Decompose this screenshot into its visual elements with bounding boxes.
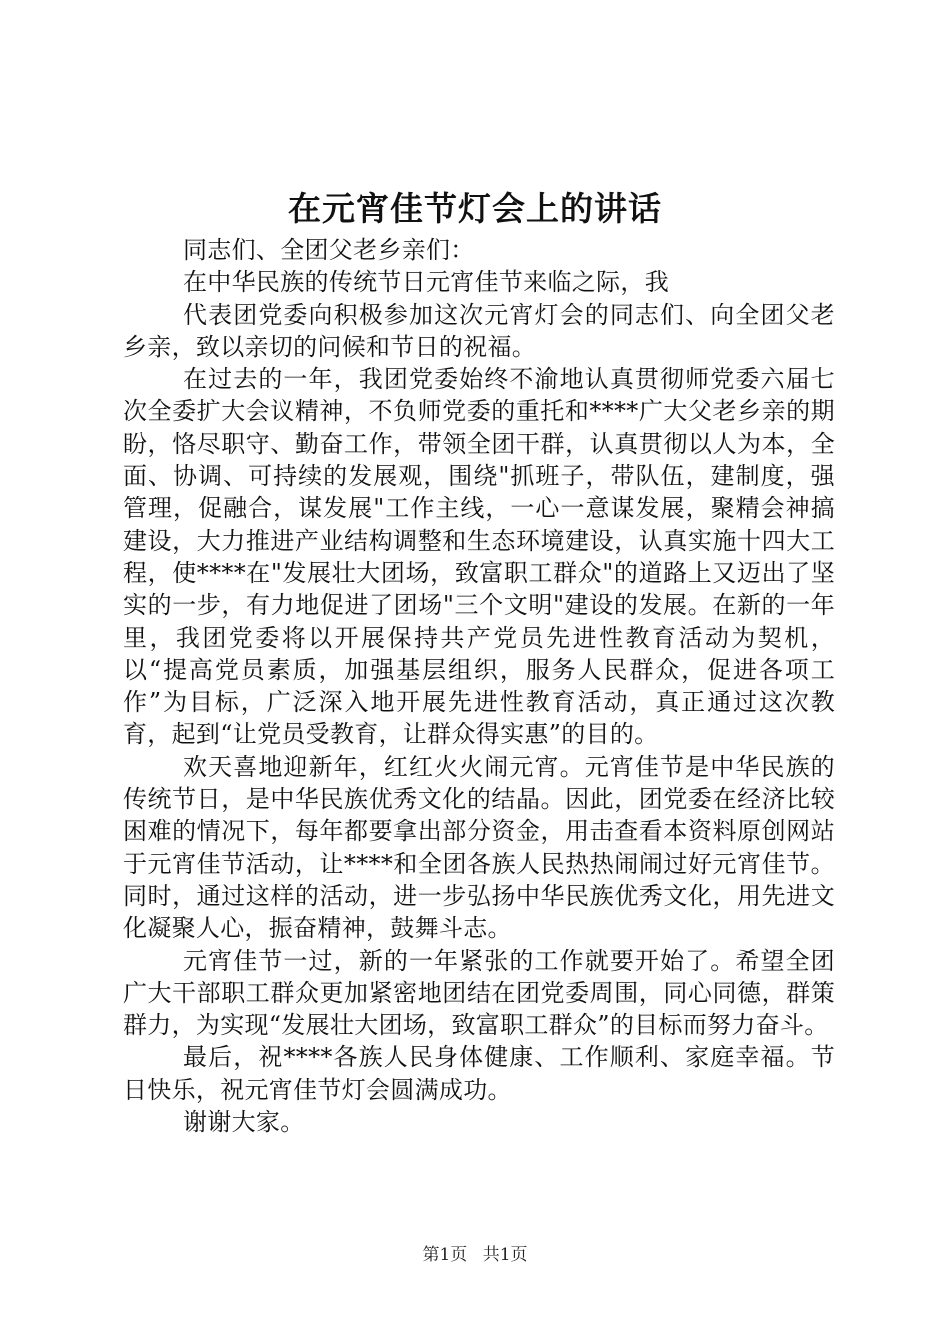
page-total: 共1页	[482, 1245, 528, 1265]
body-paragraph-5: 元宵佳节一过，新的一年紧张的工作就要开始了。希望全团广大干部职工群众更加紧密地团结在团党委周围，同心同德，群策群力，为实现“发展壮大团场，致富职工群众”的目标而努力奋斗。	[123, 946, 835, 1040]
salutation-paragraph: 同志们、全团父老乡亲们：	[183, 236, 475, 264]
page-footer	[0, 1244, 950, 1266]
document-body	[123, 234, 835, 1138]
page-number: 第1页	[422, 1245, 468, 1265]
body-paragraph-6: 最后，祝****各族人民身体健康、工作顺利、家庭幸福。节日快乐，祝元宵佳节灯会圆满成功。	[123, 1043, 835, 1104]
body-paragraph-2: 代表团党委向积极参加这次元宵灯会的同志们、向全团父老乡亲，致以亲切的问候和节日的祝福。	[123, 300, 835, 361]
body-paragraph-3: 在过去的一年，我团党委始终不渝地认真贯彻师党委六届七次全委扩大会议精神，不负师党委的重托和****广大父老乡亲的期盼，恪尽职守、勤奋工作，带领全团干群，认真贯彻以人为本，全面、协调、可持续的发展观，围绕"抓班子，带队伍，建制度，强管理，促融合，谋发展"工作主线，一心一意谋发展，聚精会神搞建设，大力推进产业结构调整和生态环境建设，认真实施十四大工程，使****在"发展壮大团场，致富职工群众"的道路上又迈出了坚实的一步，有力地促进了团场"三个文明"建设的发展。在新的一年里，我团党委将以开展保持共产党员先进性教育活动为契机，以“提高党员素质，加强基层组织，服务人民群众，促进各项工作”为目标，广泛深入地开展先进性教育活动，真正通过这次教育，起到“让党员受教育，让群众得实惠”的目的。	[123, 365, 835, 749]
body-paragraph-4: 欢天喜地迎新年，红红火火闹元宵。元宵佳节是中华民族的传统节日，是中华民族优秀文化的结晶。因此，团党委在经济比较困难的情况下，每年都要拿出部分资金，用击查看本资料原创网站于元宵佳节活动，让****和全团各族人民热热闹闹过好元宵佳节。同时，通过这样的活动，进一步弘扬中华民族优秀文化，用先进文化凝聚人心，振奋精神，鼓舞斗志。	[123, 752, 835, 943]
closing-paragraph: 谢谢大家。	[183, 1108, 305, 1137]
document-title: 在元宵佳节灯会上的讲话	[288, 189, 662, 228]
body-paragraph-1: 在中华民族的传统节日元宵佳节来临之际，我	[183, 268, 669, 297]
